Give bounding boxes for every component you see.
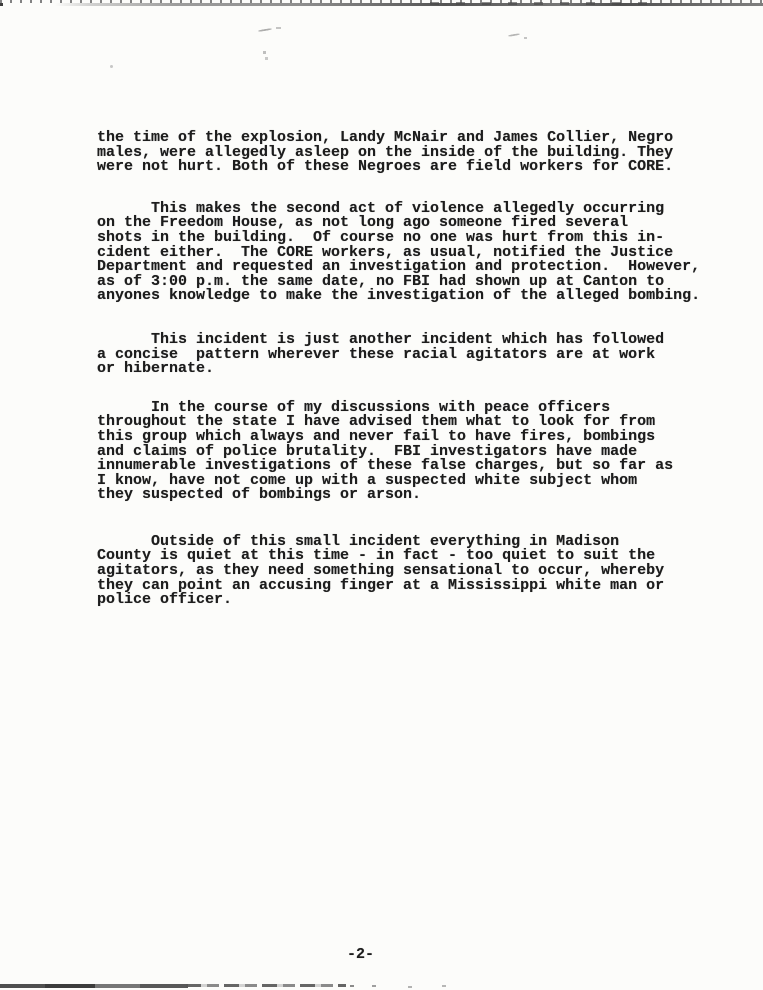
paragraph — [97, 532, 742, 609]
text-line: I know, have not come up with a suspected white subject whom — [97, 471, 638, 489]
page-number: -2- — [347, 946, 375, 963]
typed-text — [97, 131, 742, 608]
text-line: they can point an accusing finger at a Mississippi white man or — [97, 576, 665, 594]
text-line: this group which always and never fail to have fires, bombings — [97, 427, 656, 445]
text-line: or hibernate. — [97, 360, 215, 378]
text-line: This incident is just another incident which has followed — [97, 330, 665, 348]
text-line: cident either. The CORE workers, as usual, notified the Justice — [97, 243, 674, 261]
pencil-mark — [258, 28, 272, 32]
text-line: on the Freedom House, as not long ago someone fired several — [97, 214, 629, 232]
pencil-mark — [524, 37, 527, 39]
text-line: This makes the second act of violence allegedly occurring — [97, 199, 665, 217]
text-line: police officer. — [97, 591, 233, 609]
text-line: anyones knowledge to make the investigation of the alleged bombing. — [97, 287, 701, 305]
text-line: Outside of this small incident everything in Madison — [97, 532, 620, 550]
pencil-mark — [276, 27, 281, 29]
paragraph — [97, 398, 742, 504]
text-line: throughout the state I have advised them what to look for from — [97, 413, 656, 431]
text-line: as of 3:00 p.m. the same date, no FBI had shown up at Canton to — [97, 272, 665, 290]
text-line: and claims of police brutality. FBI investigators have made — [97, 442, 638, 460]
text-line: Department and requested an investigation and protection. However, — [97, 258, 701, 276]
text-line: males, were allegedly asleep on the inside of the building. They — [97, 143, 674, 161]
paragraph — [97, 199, 742, 305]
scan-edge-bottom-specks — [350, 985, 354, 987]
text-line: they suspected of bombings or arson. — [97, 486, 422, 504]
text-line: were not hurt. Both of these Negroes are field workers for CORE. — [97, 158, 674, 176]
text-line: shots in the building. Of course no one was hurt from this in- — [97, 228, 665, 246]
text-line: In the course of my discussions with peace officers — [97, 398, 611, 416]
text-line: the time of the explosion, Landy McNair and James Collier, Negro — [97, 129, 674, 146]
paragraph — [97, 330, 742, 378]
pencil-mark — [508, 33, 520, 37]
text-line: agitators, as they need something sensational to occur, whereby — [97, 562, 665, 580]
pencil-mark — [263, 51, 266, 54]
scan-speck — [110, 65, 113, 68]
scan-edge-bottom-dashes — [186, 984, 346, 987]
scan-edge-top-fragments — [430, 2, 660, 5]
scan-edge-bottom-line — [0, 984, 188, 988]
text-line: a concise pattern wherever these racial agitators are at work — [97, 345, 656, 363]
text-line: County is quiet at this time - in fact - too quiet to suit the — [97, 547, 656, 565]
paragraph — [97, 131, 742, 175]
text-line: innumerable investigations of these false charges, but so far as — [97, 457, 674, 475]
